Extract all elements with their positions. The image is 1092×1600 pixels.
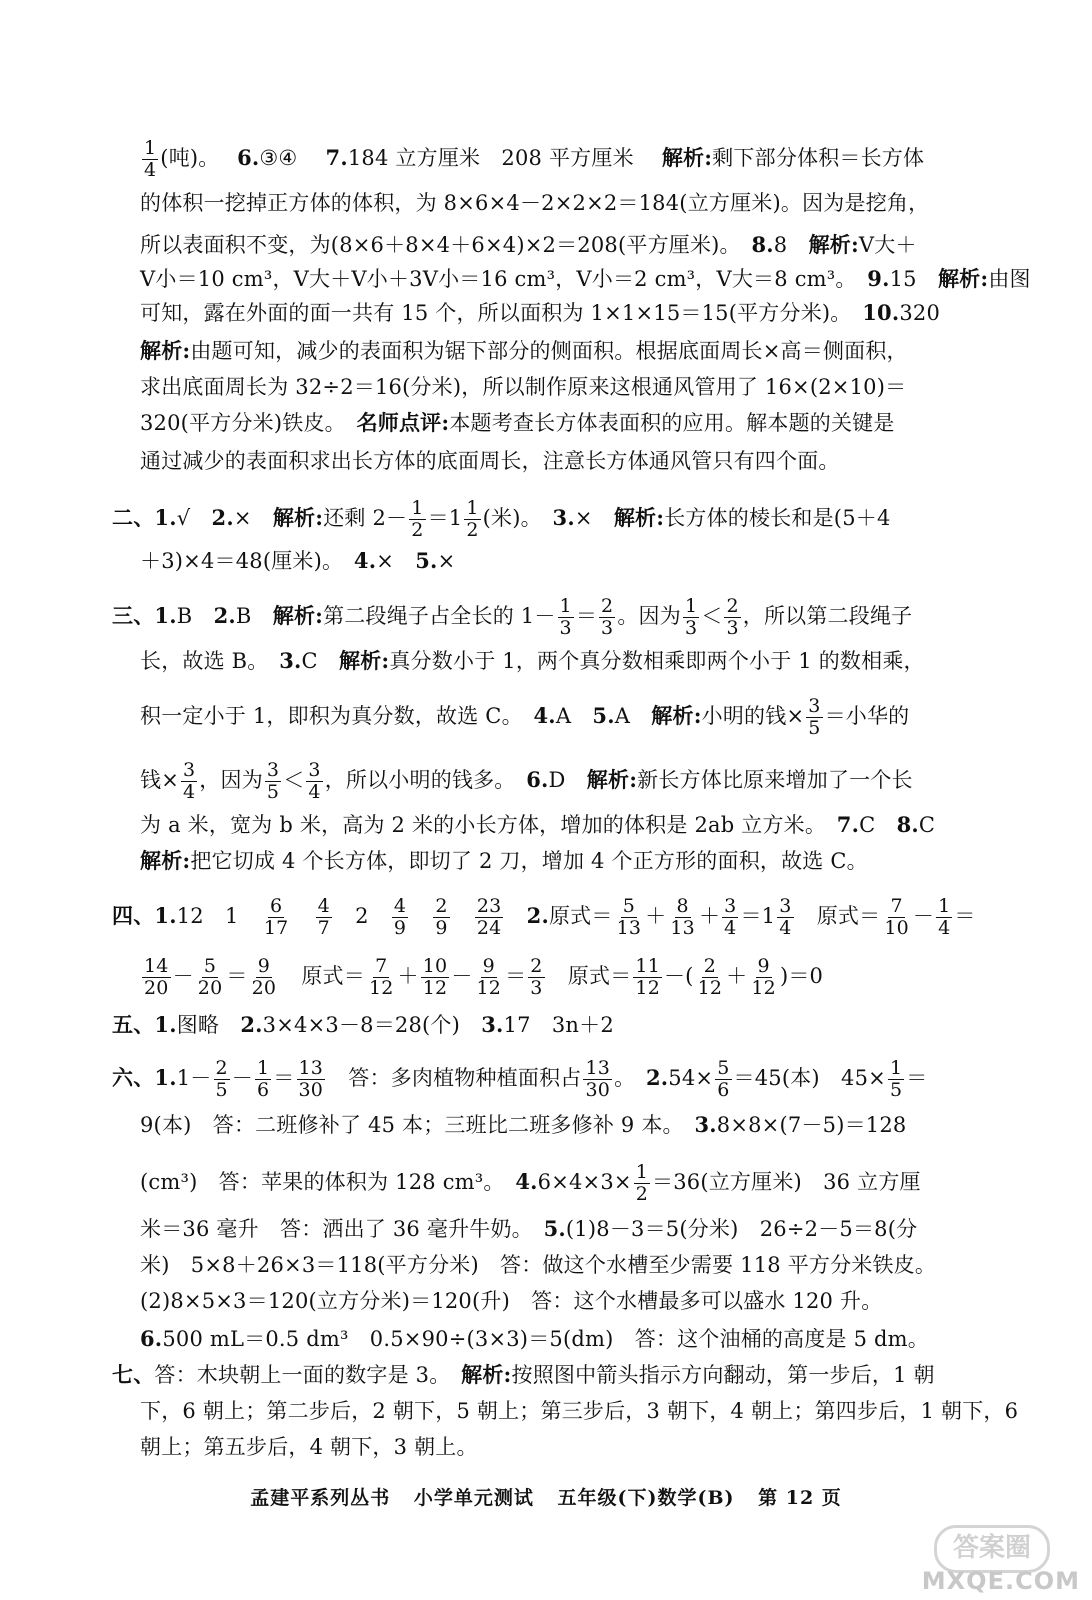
line-3-2: 长，故选 B。 3.C 解析:真分数小于 1，两个真分数相乘即两个小于 1 的数相乘， — [140, 648, 925, 673]
line-1-2: 的体积一挖掉正方体的体积，为 8×6×4－2×2×2＝184(立方厘米)。因为是挖角， — [140, 191, 930, 215]
line-3-6: 解析:把它切成 4 个长方体，即切了 2 刀，增加 4 个正方形的面积，故选 C。 — [140, 848, 868, 873]
fraction: $\frac{9}{20}$ — [251, 955, 277, 999]
line-6-3: (cm³) 答：苹果的体积为 128 cm³。 4.6×4×3× $\frac{1}{2}$ ＝36(立方厘米) 36 立方厘 — [140, 1161, 921, 1205]
fraction: $\frac{2}{12}$ — [697, 955, 723, 999]
line-1-9: 通过减少的表面积求出长方体的底面周长，注意长方体通风管只有四个面。 — [140, 449, 840, 473]
fraction: $\frac{1}{4}$ — [938, 895, 951, 939]
line-1-3: 所以表面积不变，为(8×6＋8×4＋6×4)×2＝208(平方厘米)。 8.8 解析:V大＋ — [140, 232, 917, 257]
line-4-2: $\frac{14}{20}$ － $\frac{5}{20}$ ＝ $\frac{9}{20}$ 原式＝ $\frac{7}{12}$ ＋ $\frac{10}{12}$ － $\frac{9}{12}$ ＝ $\frac{2}{3}$ 原式＝ $\frac{11}{12}$ －( $\frac{2}{12}$ ＋ $\frac{9}{12}$ )＝0 — [144, 955, 824, 999]
footer-page-number: 第 12 页 — [758, 1487, 842, 1509]
footer-book: 小学单元测试 — [413, 1487, 534, 1509]
line-7-3: 朝上；第五步后，4 朝下，3 朝上。 — [140, 1435, 478, 1459]
line-5-1: 五、1.图略 2.3×4×3－8＝28(个) 3.17 3n＋2 — [112, 1012, 614, 1037]
fraction: $\frac{10}{12}$ — [422, 955, 448, 999]
fraction: $\frac{9}{12}$ — [751, 955, 776, 999]
fraction: $\frac{1}{5}$ — [889, 1057, 903, 1101]
fraction: $\frac{2}{5}$ — [215, 1057, 228, 1101]
line-6-4: 米＝36 毫升 答：洒出了 36 毫升牛奶。 5.(1)8－3＝5(分米) 26÷2－5＝8(分 — [140, 1216, 918, 1241]
fraction: $\frac{4}{9}$ — [393, 895, 407, 939]
fraction: $\frac{1}{3}$ — [559, 595, 572, 639]
fraction: $\frac{1}{4}$ — [144, 137, 157, 181]
line-6-6: (2)8×5×3＝120(立方分米)＝120(升) 答：这个水槽最多可以盛水 120 升。 — [140, 1289, 883, 1313]
fraction: $\frac{2}{9}$ — [435, 895, 448, 939]
line-2-2: ＋3)×4＝48(厘米)。 4.× 5.× — [140, 548, 456, 573]
line-4-1: 四、1.12 1 $\frac{6}{17}$ $\frac{4}{7}$ 2 $\frac{4}{9}$ $\frac{2}{9}$ $\frac{23}{24}$ 2.原式＝ $\frac{5}{13}$ ＋ $\frac{8}{13}$ ＋ $\frac{3}{4}$ ＝1 $\frac{3}{4}$ 原式＝ $\frac{7}{10}$ － $\frac{1}{4}$ ＝ — [112, 895, 976, 939]
fraction: $\frac{1}{3}$ — [684, 595, 698, 639]
fraction: $\frac{5}{20}$ — [197, 955, 223, 999]
fraction: $\frac{13}{30}$ — [585, 1057, 611, 1101]
fraction: $\frac{3}{5}$ — [808, 695, 821, 739]
fraction: $\frac{6}{17}$ — [263, 895, 289, 939]
fraction: $\frac{7}{12}$ — [368, 955, 394, 999]
line-1-6: 解析:由题可知，减少的表面积为锯下部分的侧面积。根据底面周长×高＝侧面积， — [140, 338, 908, 363]
fraction: $\frac{3}{4}$ — [308, 759, 321, 803]
line-6-2: 9(本) 答：二班修补了 45 本；三班比二班多修补 9 本。 3.8×8×(7－5)＝128 — [140, 1112, 907, 1137]
fraction: $\frac{1}{2}$ — [635, 1161, 649, 1205]
fraction: $\frac{4}{7}$ — [317, 895, 330, 939]
fraction: $\frac{3}{5}$ — [266, 759, 280, 803]
line-1-4: V小＝10 cm³，V大＋V小＋3V小＝16 cm³，V小＝2 cm³，V大＝8 cm³。 9.15 解析:由图 — [140, 266, 1031, 291]
fraction: $\frac{1}{2}$ — [466, 497, 479, 541]
line-2-1: 二、1.√ 2.× 解析:还剩 2－ $\frac{1}{2}$ ＝1 $\frac{1}{2}$ (米)。 3.× 解析:长方体的棱长和是(5＋4 — [112, 497, 891, 541]
fraction: $\frac{1}{2}$ — [411, 497, 424, 541]
fraction: $\frac{5}{6}$ — [717, 1057, 730, 1101]
line-1-7: 求出底面周长为 32÷2＝16(分米)，所以制作原来这根通风管用了 16×(2×10)＝ — [140, 375, 907, 399]
fraction: $\frac{3}{4}$ — [724, 895, 737, 939]
fraction: $\frac{8}{13}$ — [670, 895, 695, 939]
line-1-8: 320(平方分米)铁皮。 名师点评:本题考查长方体表面积的应用。解本题的关键是 — [140, 410, 895, 435]
fraction: $\frac{13}{30}$ — [298, 1057, 324, 1101]
line-1-5: 可知，露在外面的面一共有 15 个，所以面积为 1×1×15＝15(平方分米)。 10.320 — [140, 300, 941, 325]
fraction: $\frac{2}{3}$ — [601, 595, 614, 639]
fraction: $\frac{3}{4}$ — [183, 759, 196, 803]
fraction: $\frac{7}{10}$ — [884, 895, 909, 939]
page-footer — [0, 1483, 1092, 1510]
line-1-1: $\frac{1}{4}$ (吨)。 6.③④ 7.184 立方厘米 208 平方厘米 解析:剩下部分体积＝长方体 — [144, 137, 925, 181]
fraction: $\frac{5}{13}$ — [616, 895, 642, 939]
fraction: $\frac{1}{6}$ — [257, 1057, 270, 1101]
line-7-1: 七、答：木块朝上一面的数字是 3。 解析:按照图中箭头指示方向翻动，第一步后，1 朝 — [112, 1362, 935, 1387]
line-3-5: 为 a 米，宽为 b 米，高为 2 米的小长方体，增加的体积是 2ab 立方米。 7.C 8.C — [140, 812, 936, 837]
fraction: $\frac{2}{3}$ — [726, 595, 739, 639]
line-3-3: 积一定小于 1，即积为真分数，故选 C。 4.A 5.A 解析:小明的钱× $\frac{3}{5}$ ＝小华的 — [140, 695, 910, 739]
line-3-1: 三、1.B 2.B 解析:第二段绳子占全长的 1－ $\frac{1}{3}$ ＝ $\frac{2}{3}$ 。因为 $\frac{1}{3}$ ＜ $\frac{2}{3}$ ，所以第二段绳子 — [112, 595, 913, 639]
footer-series: 孟建平系列丛书 — [250, 1487, 391, 1509]
fraction: $\frac{9}{12}$ — [476, 955, 502, 999]
fraction: $\frac{23}{24}$ — [476, 895, 502, 939]
line-3-4: 钱× $\frac{3}{4}$ ，因为 $\frac{3}{5}$ ＜ $\frac{3}{4}$ ，所以小明的钱多。 6.D 解析:新长方体比原来增加了一个长 — [140, 759, 913, 803]
fraction: $\frac{14}{20}$ — [144, 955, 169, 999]
watermark-site: MXQE.COM — [921, 1567, 1080, 1595]
line-7-2: 下，6 朝上；第二步后，2 朝下，5 朝上；第三步后，3 朝下，4 朝上；第四步后，1 朝下，6 — [140, 1399, 1019, 1423]
footer-grade: 五年级(下)数学(B) — [557, 1487, 735, 1509]
line-6-1: 六、1.1－ $\frac{2}{5}$ － $\frac{1}{6}$ ＝ $\frac{13}{30}$ 答：多肉植物种植面积占 $\frac{13}{30}$ 。 2.54× $\frac{5}{6}$ ＝45(本) 45× $\frac{1}{5}$ ＝ — [112, 1057, 928, 1101]
line-6-5: 米) 5×8＋26×3＝118(平方分米) 答：做这个水槽至少需要 118 平方分米铁皮。 — [140, 1253, 937, 1277]
fraction: $\frac{11}{12}$ — [635, 955, 660, 999]
watermark-badge: 答案圈 — [934, 1525, 1050, 1573]
fraction: $\frac{2}{3}$ — [530, 955, 543, 999]
line-6-7: 6.500 mL＝0.5 dm³ 0.5×90÷(3×3)＝5(dm) 答：这个油桶的高度是 5 dm。 — [140, 1326, 929, 1351]
watermark — [920, 1525, 1080, 1595]
fraction: $\frac{3}{4}$ — [779, 895, 792, 939]
